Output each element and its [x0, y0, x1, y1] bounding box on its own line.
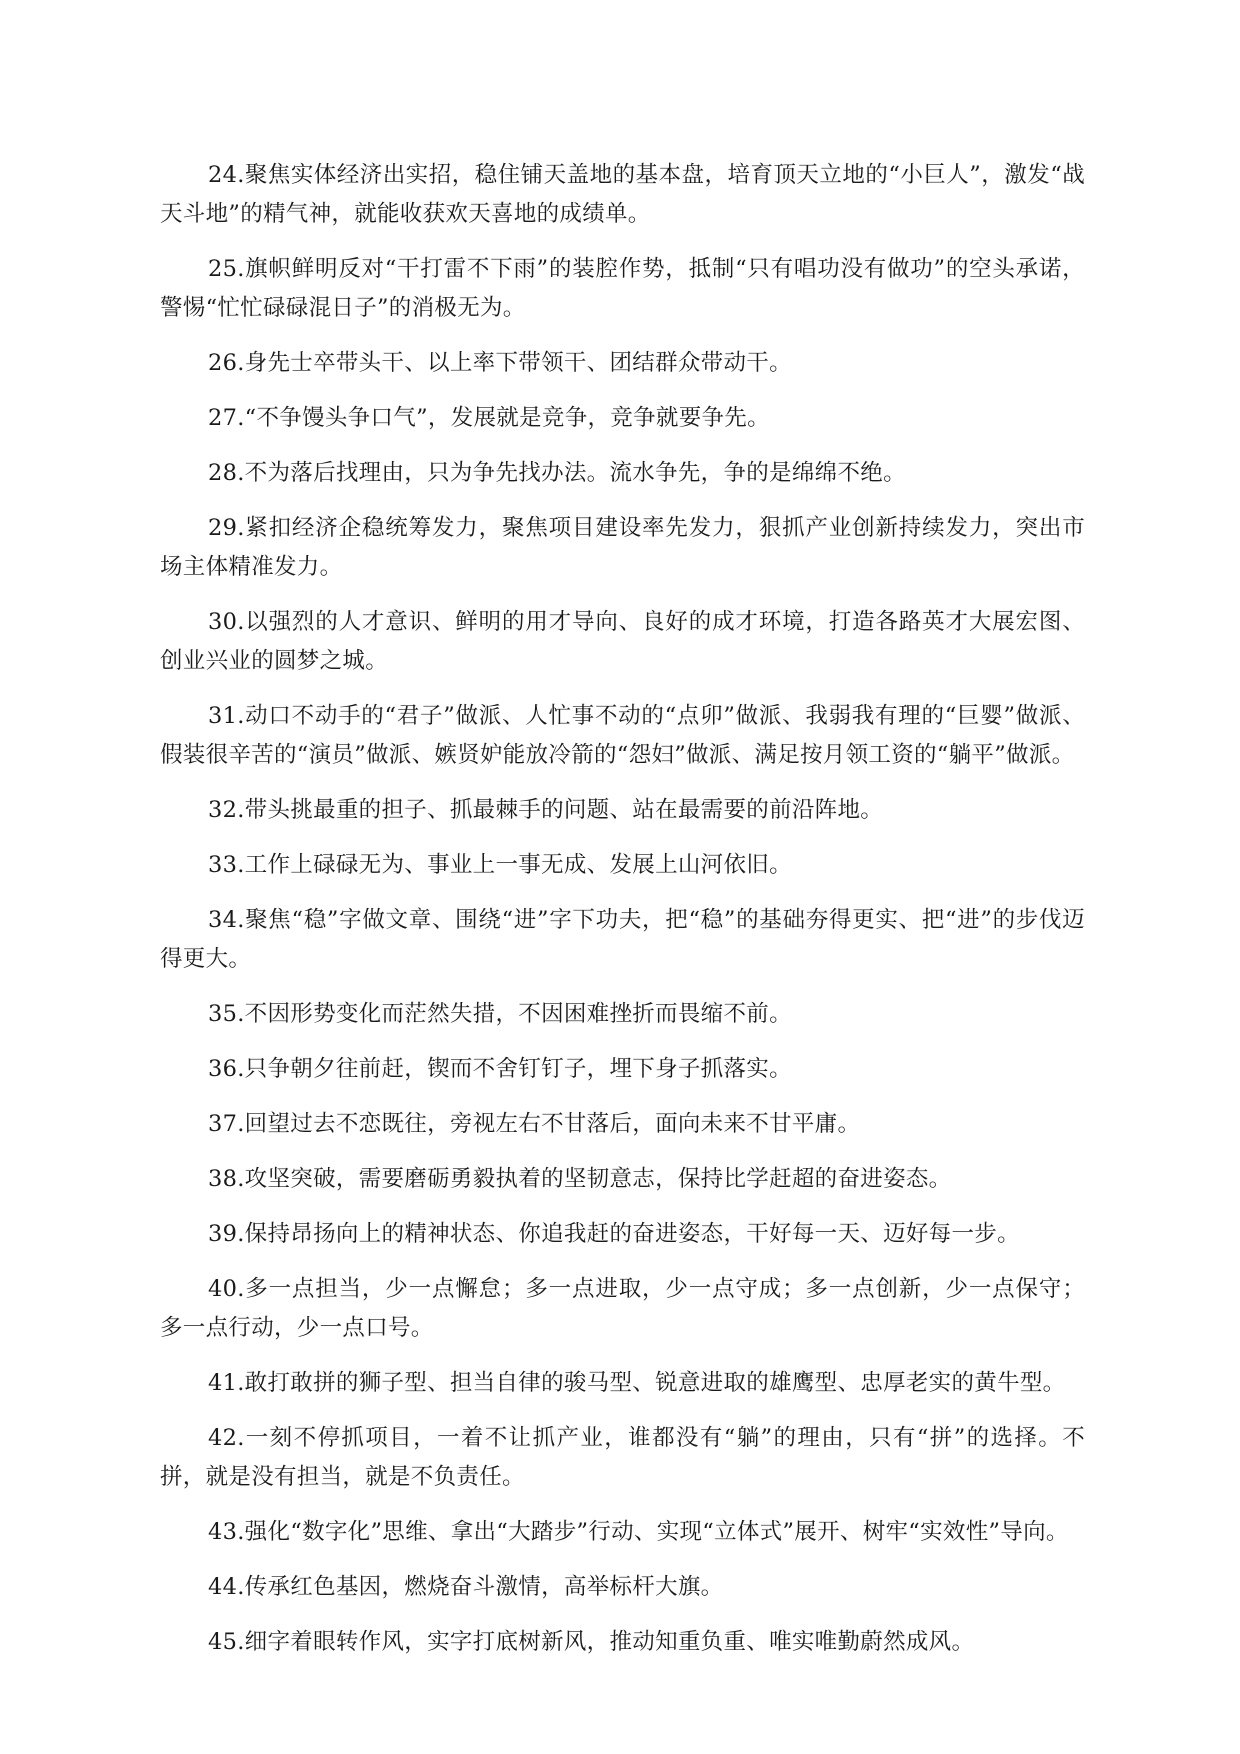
paragraph-31: 31.动口不动手的“君子”做派、人忙事不动的“点卯”做派、我弱我有理的“巨婴”做派、假装很辛苦的“演员”做派、嫉贤妒能放冷箭的“怨妇”做派、满足按月领工资的“躺平”做派。: [160, 703, 1085, 768]
paragraph-28: 28.不为落后找理由，只为争先找办法。流水争先，争的是绵绵不绝。: [208, 460, 906, 486]
paragraph-29: 29.紧扣经济企稳统筹发力，聚焦项目建设率先发力，狠抓产业创新持续发力，突出市场主体精准发力。: [160, 515, 1085, 580]
paragraph-35: 35.不因形势变化而茫然失措，不因困难挫折而畏缩不前。: [208, 1001, 792, 1027]
paragraph-26: 26.身先士卒带头干、以上率下带领干、团结群众带动干。: [208, 350, 792, 376]
paragraph-37: 37.回望过去不恋既往，旁视左右不甘落后，面向未来不甘平庸。: [208, 1111, 861, 1137]
paragraph-41: 41.敢打敢拼的狮子型、担当自律的骏马型、锐意进取的雄鹰型、忠厚老实的黄牛型。: [208, 1370, 1066, 1396]
paragraph-38: 38.攻坚突破，需要磨砺勇毅执着的坚韧意志，保持比学赶超的奋进姿态。: [208, 1166, 952, 1192]
paragraph-40: 40.多一点担当，少一点懈怠；多一点进取，少一点守成；多一点创新，少一点保守；多一点行动，少一点口号。: [160, 1276, 1085, 1341]
document-body: [160, 156, 1085, 1678]
paragraph-34: 34.聚焦“稳”字做文章、围绕“进”字下功夫，把“稳”的基础夯得更实、把“进”的步伐迈得更大。: [160, 907, 1085, 972]
paragraph-44: 44.传承红色基因，燃烧奋斗激情，高举标杆大旗。: [208, 1574, 724, 1600]
paragraph-43: 43.强化“数字化”思维、拿出“大踏步”行动、实现“立体式”展开、树牢“实效性”导向。: [208, 1519, 1069, 1545]
paragraph-36: 36.只争朝夕往前赶，锲而不舍钉钉子，埋下身子抓落实。: [208, 1056, 792, 1082]
paragraph-45: 45.细字着眼转作风，实字打底树新风，推动知重负重、唯实唯勤蔚然成风。: [208, 1629, 975, 1655]
paragraph-24: 24.聚焦实体经济出实招，稳住铺天盖地的基本盘，培育顶天立地的“小巨人”，激发“战天斗地”的精气神，就能收获欢天喜地的成绩单。: [160, 162, 1085, 227]
paragraph-32: 32.带头挑最重的担子、抓最棘手的问题、站在最需要的前沿阵地。: [208, 797, 884, 823]
paragraph-33: 33.工作上碌碌无为、事业上一事无成、发展上山河依旧。: [208, 852, 792, 878]
paragraph-30: 30.以强烈的人才意识、鲜明的用才导向、良好的成才环境，打造各路英才大展宏图、创业兴业的圆梦之城。: [160, 609, 1085, 674]
paragraph-25: 25.旗帜鲜明反对“干打雷不下雨”的装腔作势，抵制“只有唱功没有做功”的空头承诺，警惕“忙忙碌碌混日子”的消极无为。: [160, 256, 1085, 321]
paragraph-42: 42.一刻不停抓项目，一着不让抓产业，谁都没有“躺”的理由，只有“拼”的选择。不拼，就是没有担当，就是不负责任。: [160, 1425, 1085, 1490]
paragraph-39: 39.保持昂扬向上的精神状态、你追我赶的奋进姿态，干好每一天、迈好每一步。: [208, 1221, 1020, 1247]
paragraph-27: 27.“不争馒头争口气”，发展就是竞争，竞争就要争先。: [208, 405, 770, 431]
